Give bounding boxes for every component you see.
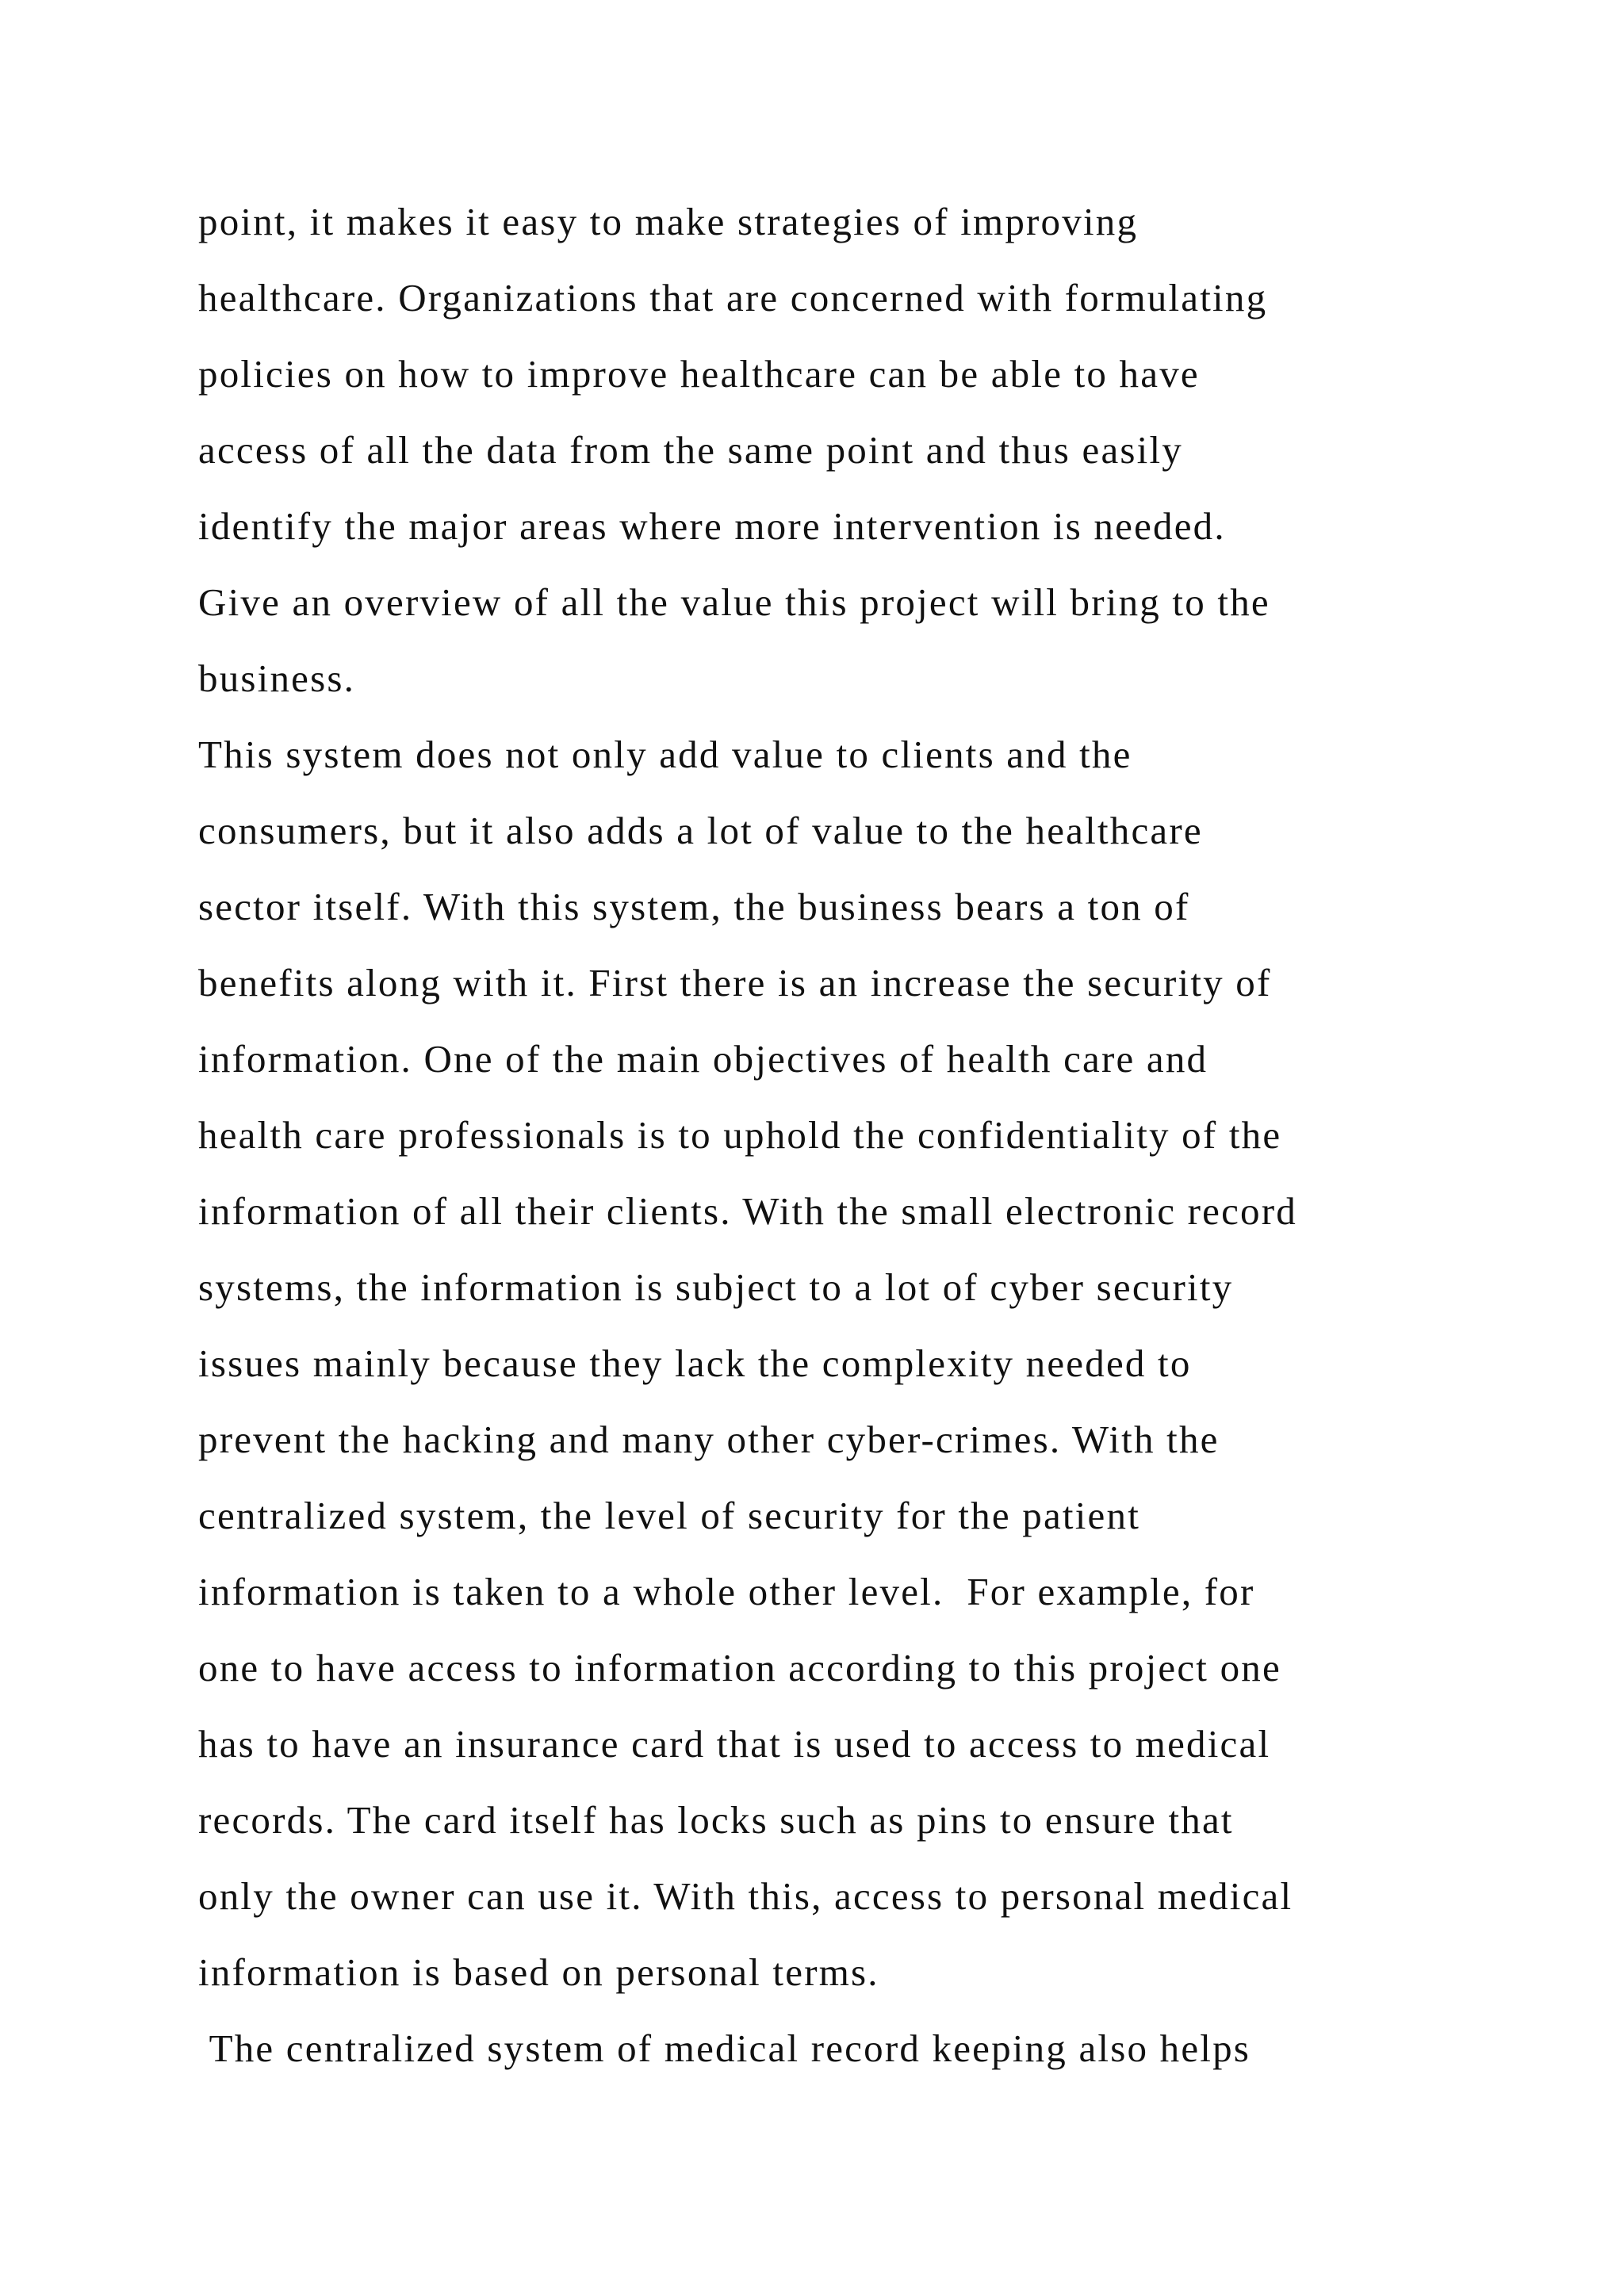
text-line: has to have an insurance card that is used to access to medical — [198, 1722, 1271, 1766]
text-line: healthcare. Organizations that are concerned with formulating — [198, 276, 1268, 320]
text-line: This system does not only add value to clients and the — [198, 733, 1132, 776]
text-line: centralized system, the level of security for the patient — [198, 1494, 1141, 1537]
text-line: information is based on personal terms. — [198, 1950, 879, 1994]
text-line: information. One of the main objectives of health care and — [198, 1037, 1208, 1081]
text-line: access of all the data from the same point and thus easily — [198, 428, 1183, 472]
text-line: only the owner can use it. With this, access to personal medical — [198, 1874, 1293, 1918]
text-line: systems, the information is subject to a lot of cyber security — [198, 1265, 1234, 1309]
text-line: business. — [198, 656, 356, 700]
text-line: identify the major areas where more intervention is needed. — [198, 504, 1226, 548]
text-line: benefits along with it. First there is an increase the security of — [198, 961, 1272, 1004]
text-line: The centralized system of medical record keeping also helps — [198, 2026, 1251, 2070]
text-line: prevent the hacking and many other cyber-crimes. With the — [198, 1418, 1220, 1461]
text-line: information of all their clients. With the small electronic record — [198, 1189, 1297, 1233]
text-line: issues mainly because they lack the complexity needed to — [198, 1341, 1192, 1385]
text-line: records. The card itself has locks such as pins to ensure that — [198, 1798, 1234, 1842]
text-line: consumers, but it also adds a lot of value to the healthcare — [198, 809, 1203, 852]
text-line: sector itself. With this system, the business bears a ton of — [198, 885, 1190, 928]
body-text — [198, 184, 1507, 2087]
text-line: one to have access to information according to this project one — [198, 1646, 1281, 1689]
text-line: Give an overview of all the value this project will bring to the — [198, 580, 1270, 624]
text-line: point, it makes it easy to make strategies of improving — [198, 200, 1139, 243]
text-line: health care professionals is to uphold the confidentiality of the — [198, 1113, 1282, 1157]
text-line: policies on how to improve healthcare can be able to have — [198, 352, 1200, 396]
text-line: information is taken to a whole other level. For example, for — [198, 1570, 1255, 1613]
